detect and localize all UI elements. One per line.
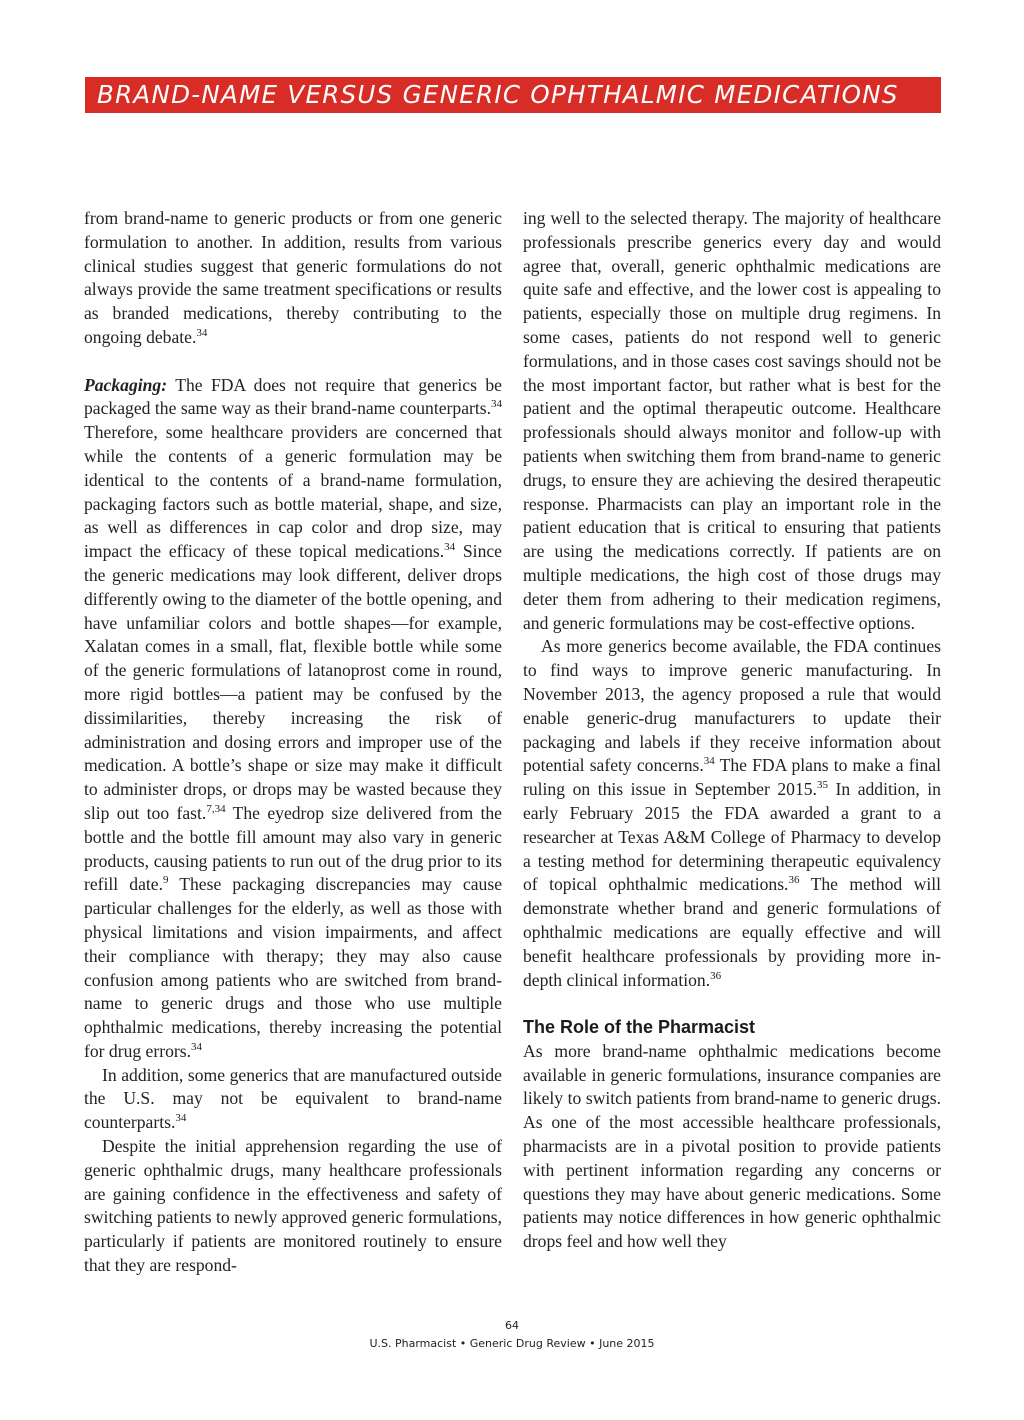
- citation-ref: 9: [162, 874, 169, 887]
- citation-ref: 36: [788, 874, 800, 887]
- paragraph-foreign-generics: In addition, some generics that are manufactured outside the U.S. may not be equivalent to brand-name counterparts.$^{34}$: [84, 1064, 502, 1133]
- citation-ref: 34: [444, 541, 456, 554]
- citation-ref: 34: [703, 755, 715, 768]
- citation-ref: 36: [710, 969, 722, 982]
- citation-ref: 34: [191, 1041, 202, 1054]
- section-heading: The Role of the Pharmacist: [523, 1017, 756, 1038]
- left-column: [84, 207, 502, 1278]
- section-banner: [85, 77, 941, 113]
- paragraph-fda-updates: As more generics become available, the FDA continues to find ways to improve generic manufacturing. In November 2013, the agency proposed a rule that would enable generic-drug manufacturers to update their packaging and labels if they receive information about potential safety concerns.$^{34}$ The FDA plans to make a final ruling on this issue in September 2015.35 In addition, in early February 2015 the FDA awarded a grant to a researcher at Texas A&M College of Pharmacy to develop a testing method for determining therapeutic equivalency of topical ophthalmic medications.$^{36}$ The method will demonstrate whether brand and generic formulations of ophthalmic medications are equally effective and will benefit healthcare professionals by providing more in-depth clinical information.$^{36}$: [523, 636, 942, 990]
- citation-ref: 34: [491, 398, 502, 411]
- citation-ref: 34: [196, 327, 208, 340]
- right-column: [523, 207, 941, 1254]
- paragraph-continuation: from brand-name to generic products or from one generic formulation to another. In addition, results from various clinical studies suggest that generic formulations do not always provide the same treatment specifications or results as branded medications, thereby contributing to the ongoing debate.$^{34}$: [84, 208, 502, 347]
- publication-footer: U.S. Pharmacist • Generic Drug Review • June 2015: [369, 1337, 655, 1350]
- paragraph-continuation-right: ing well to the selected therapy. The majority of healthcare professionals prescribe generics every day and would agree that, overall, generic ophthalmic medications are quite safe and effective, and the lower cost is appealing to patients, especially those on multiple drug regimens. In some cases, patients do not respond well to generic formulations, and in those cases cost savings should not be the most important factor, but rather what is best for the patient and the optimal therapeutic outcome. Healthcare professionals should always monitor and follow-up with patients when switching them from brand-name to generic drugs, to ensure they are achieving the desired therapeutic response. Pharmacists can play an important role in the patient education that is critical to ensuring that patients are using the medications correctly. If patients are on multiple medications, the high cost of those drugs may deter them from adhering to their medication regimens, and generic formulations may be cost-effective options.: [523, 208, 941, 633]
- paragraph-pharmacist-role: As more brand-name ophthalmic medications become available in generic formulations, insurance companies are likely to switch patients from brand-name to generic drugs. As one of the most accessible healthcare professionals, pharmacists are in a pivotal position to provide patients with pertinent information regarding any concerns or questions they may have about generic medications. Some patients may notice differences in how generic ophthalmic drops feel and how well they: [523, 1040, 941, 1252]
- citation-ref: 34: [175, 1112, 187, 1125]
- run-in-heading: Packaging:: [84, 374, 168, 395]
- banner-title: BRAND-NAME VERSUS GENERIC OPHTHALMIC MEDICATIONS: [97, 80, 899, 109]
- citation-ref: 35: [816, 779, 828, 792]
- paragraph-packaging: Packaging: The FDA does not require that generics be packaged the same way as their brand-name counterparts.$^{34}$ Therefore, some healthcare providers are concerned that while the contents of a generic formulation may be identical to the contents of a brand-name formulation, packaging factors such as bottle material, shape, and size, as well as differences in cap color and drop size, may impact the efficacy of these topical medications.$^{34}$ Since the generic medications may look different, deliver drops differently owing to the diameter of the bottle opening, and have unfamiliar colors and bottle shapes—for example, Xalatan comes in a small, flat, flexible bottle while some of the generic formulations of latanoprost come in round, more rigid bottles—a patient may be confused by the dissimilarities, thereby increasing the risk of administration and dosing errors and improper use of the medication. A bottle’s shape or size may make it difficult to administer drops, or drops may be wasted because they slip out too fast.$^{7,34}$ The eyedrop size delivered from the bottle and the bottle fill amount may also vary in generic products, causing patients to run out of the drug prior to its refill date.$^9$ These packaging discrepancies may cause particular challenges for the elderly, as well as those with physical limitations and vision impairments, and affect their compliance with therapy; they may also cause confusion among patients who are switched from brand-name to generic drugs and those who use multiple ophthalmic medications, thereby increasing the potential for drug errors.$^{34}$: [84, 374, 503, 1061]
- citation-ref: 7,34: [206, 803, 226, 816]
- page-number: 64: [505, 1319, 519, 1332]
- paragraph-confidence: Despite the initial apprehension regarding the use of generic ophthalmic drugs, many healthcare professionals are gaining confidence in the effectiveness and safety of switching patients to newly approved generic formulations, particularly if patients are monitored routinely to ensure that they are respond-: [84, 1136, 502, 1276]
